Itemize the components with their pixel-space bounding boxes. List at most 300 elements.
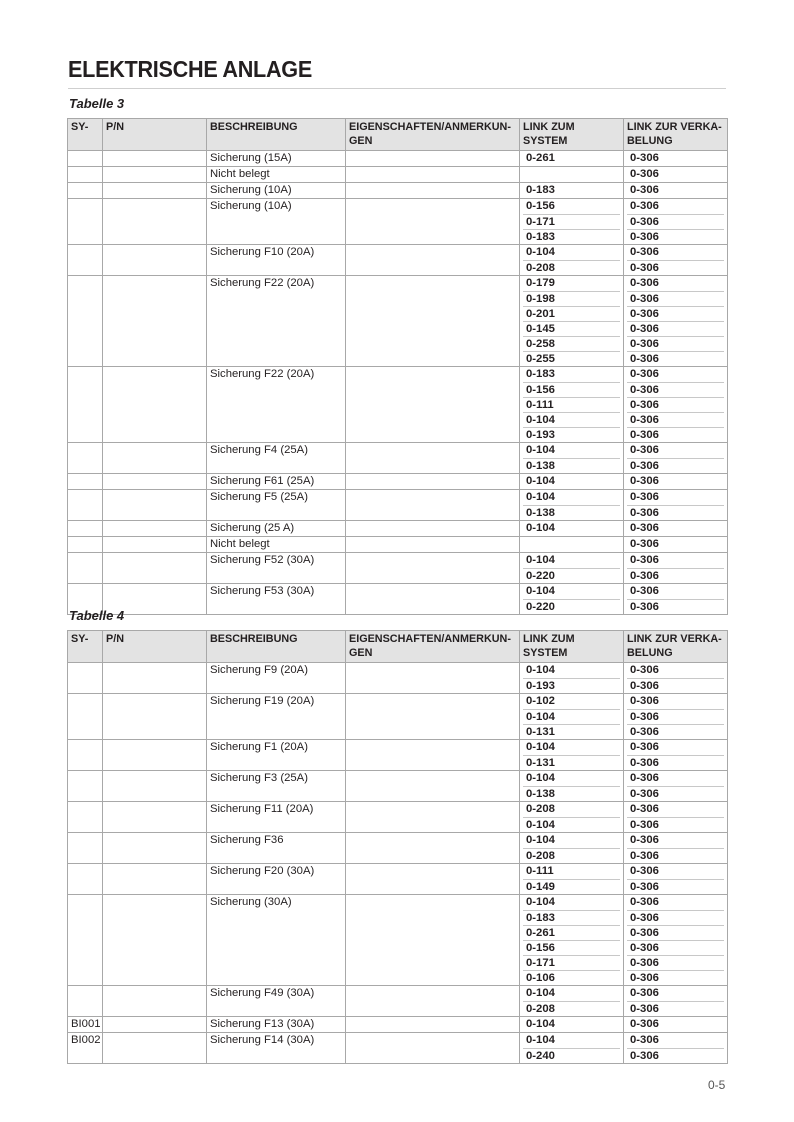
- wiring-link-cell: [624, 1017, 728, 1033]
- wiring-link-ref: 0-306: [627, 940, 724, 955]
- pn-cell: [103, 553, 207, 584]
- desc-cell: Sicherung F20 (30A): [207, 864, 346, 895]
- table-row: [68, 245, 728, 276]
- system-link-ref: 0-104: [526, 834, 555, 846]
- table-row: [68, 663, 728, 694]
- desc-cell: Sicherung F22 (20A): [207, 367, 346, 443]
- system-link-ref: 0-104: [526, 522, 555, 534]
- sy-cell: [68, 663, 103, 694]
- system-link-cell: [520, 151, 624, 167]
- table-row: [68, 986, 728, 1017]
- wiring-link-cell: [624, 553, 728, 584]
- system-link-ref: 0-171: [523, 955, 620, 970]
- column-header-sy: SY-: [68, 631, 103, 663]
- system-link-cell: [520, 367, 624, 443]
- props-cell: [346, 183, 520, 199]
- system-link-ref: 0-106: [523, 970, 620, 985]
- pn-cell: [103, 986, 207, 1017]
- system-link-ref: 0-193: [523, 678, 620, 693]
- wiring-link-ref: 0-306: [627, 678, 724, 693]
- wiring-link-cell: [624, 443, 728, 474]
- wiring-link-cell: [624, 199, 728, 245]
- table-header-row: [68, 119, 728, 151]
- system-link-ref: 0-104: [526, 741, 555, 753]
- system-link-ref: 0-261: [523, 925, 620, 940]
- sy-cell: [68, 443, 103, 474]
- wiring-link-ref: 0-306: [627, 291, 724, 306]
- props-cell: [346, 864, 520, 895]
- pn-cell: [103, 183, 207, 199]
- system-link-ref: 0-156: [526, 200, 555, 212]
- pn-cell: [103, 490, 207, 521]
- pn-cell: [103, 802, 207, 833]
- wiring-link-ref: 0-306: [630, 522, 659, 534]
- system-link-ref: 0-104: [523, 412, 620, 427]
- table-header-row: [68, 631, 728, 663]
- system-link-ref: 0-179: [526, 277, 555, 289]
- sy-cell: [68, 276, 103, 367]
- system-link-cell: [520, 443, 624, 474]
- wiring-link-ref: 0-306: [630, 246, 659, 258]
- system-link-cell: [520, 276, 624, 367]
- system-link-ref: 0-208: [523, 848, 620, 863]
- desc-cell: Sicherung (15A): [207, 151, 346, 167]
- system-link-cell: [520, 245, 624, 276]
- table-row: [68, 802, 728, 833]
- desc-cell: Sicherung F14 (30A): [207, 1033, 346, 1064]
- desc-cell: Sicherung F5 (25A): [207, 490, 346, 521]
- wiring-link-ref: 0-306: [630, 554, 659, 566]
- table-row: [68, 694, 728, 740]
- props-cell: [346, 443, 520, 474]
- system-link-ref: [523, 167, 620, 182]
- sy-cell: [68, 895, 103, 986]
- title-divider: [68, 88, 726, 89]
- desc-cell: Sicherung (25 A): [207, 521, 346, 537]
- wiring-link-cell: [624, 167, 728, 183]
- desc-cell: Nicht belegt: [207, 167, 346, 183]
- wiring-link-ref: 0-306: [630, 168, 659, 180]
- system-link-ref: 0-183: [526, 368, 555, 380]
- pn-cell: [103, 895, 207, 986]
- system-link-ref: 0-104: [526, 444, 555, 456]
- wiring-link-ref: 0-306: [627, 214, 724, 229]
- desc-cell: Sicherung F9 (20A): [207, 663, 346, 694]
- wiring-link-ref: 0-306: [627, 458, 724, 473]
- page-title: ELEKTRISCHE ANLAGE: [68, 56, 312, 82]
- pn-cell: [103, 1017, 207, 1033]
- system-link-cell: [520, 864, 624, 895]
- wiring-link-ref: 0-306: [630, 475, 659, 487]
- wiring-link-ref: 0-306: [627, 321, 724, 336]
- system-link-cell: [520, 833, 624, 864]
- system-link-ref: 0-156: [523, 940, 620, 955]
- wiring-link-ref: 0-306: [627, 427, 724, 442]
- wiring-link-cell: [624, 895, 728, 986]
- props-cell: [346, 490, 520, 521]
- sy-cell: [68, 521, 103, 537]
- table-row: [68, 151, 728, 167]
- column-header-system-link: LINK ZUM SYSTEM: [520, 119, 624, 151]
- props-cell: [346, 474, 520, 490]
- desc-cell: Sicherung F1 (20A): [207, 740, 346, 771]
- system-link-ref: [523, 537, 620, 552]
- system-link-cell: [520, 199, 624, 245]
- system-link-ref: 0-104: [526, 896, 555, 908]
- wiring-link-cell: [624, 276, 728, 367]
- props-cell: [346, 537, 520, 553]
- desc-cell: Sicherung F22 (20A): [207, 276, 346, 367]
- table-row: [68, 537, 728, 553]
- system-link-cell: [520, 474, 624, 490]
- wiring-link-ref: 0-306: [630, 491, 659, 503]
- table-row: [68, 864, 728, 895]
- wiring-link-ref: 0-306: [627, 955, 724, 970]
- column-header-properties: EIGENSCHAFTEN/ANMERKUN-GEN: [346, 119, 520, 151]
- wiring-link-ref: 0-306: [627, 755, 724, 770]
- props-cell: [346, 986, 520, 1017]
- wiring-link-ref: 0-306: [630, 695, 659, 707]
- wiring-link-ref: 0-306: [627, 910, 724, 925]
- wiring-link-ref: 0-306: [627, 351, 724, 366]
- system-link-ref: 0-131: [523, 724, 620, 739]
- wiring-link-cell: [624, 521, 728, 537]
- wiring-link-ref: 0-306: [630, 803, 659, 815]
- column-header-description: BESCHREIBUNG: [207, 119, 346, 151]
- system-link-cell: [520, 895, 624, 986]
- table-row: [68, 895, 728, 986]
- wiring-link-cell: [624, 537, 728, 553]
- system-link-cell: [520, 537, 624, 553]
- pn-cell: [103, 864, 207, 895]
- system-link-ref: 0-138: [523, 505, 620, 520]
- system-link-ref: 0-208: [523, 260, 620, 275]
- wiring-link-ref: 0-306: [630, 152, 659, 164]
- table-row: [68, 1017, 728, 1033]
- pn-cell: [103, 443, 207, 474]
- wiring-link-ref: 0-306: [627, 505, 724, 520]
- wiring-link-ref: 0-306: [627, 817, 724, 832]
- wiring-link-ref: 0-306: [627, 1001, 724, 1016]
- sy-cell: [68, 367, 103, 443]
- pn-cell: [103, 1033, 207, 1064]
- pn-cell: [103, 474, 207, 490]
- wiring-link-ref: 0-306: [627, 848, 724, 863]
- wiring-link-ref: 0-306: [630, 368, 659, 380]
- sy-cell: [68, 245, 103, 276]
- wiring-link-cell: [624, 490, 728, 521]
- table-caption: Tabelle 4: [69, 608, 125, 623]
- desc-cell: Sicherung F3 (25A): [207, 771, 346, 802]
- wiring-link-cell: [624, 771, 728, 802]
- system-link-cell: [520, 521, 624, 537]
- wiring-link-cell: [624, 245, 728, 276]
- system-link-cell: [520, 183, 624, 199]
- desc-cell: Sicherung F36: [207, 833, 346, 864]
- system-link-ref: 0-201: [523, 306, 620, 321]
- desc-cell: Sicherung F53 (30A): [207, 584, 346, 615]
- system-link-cell: [520, 986, 624, 1017]
- wiring-link-ref: 0-306: [630, 741, 659, 753]
- props-cell: [346, 553, 520, 584]
- wiring-link-ref: 0-306: [627, 412, 724, 427]
- pn-cell: [103, 663, 207, 694]
- system-link-ref: 0-156: [523, 382, 620, 397]
- system-link-ref: 0-104: [526, 475, 555, 487]
- system-link-cell: [520, 553, 624, 584]
- system-link-ref: 0-104: [526, 664, 555, 676]
- wiring-link-ref: 0-306: [627, 336, 724, 351]
- table-row: [68, 276, 728, 367]
- column-header-wiring-link: LINK ZUR VERKA-BELUNG: [624, 631, 728, 663]
- sy-cell: [68, 802, 103, 833]
- wiring-link-cell: [624, 663, 728, 694]
- system-link-cell: [520, 740, 624, 771]
- props-cell: [346, 663, 520, 694]
- sy-cell: [68, 553, 103, 584]
- system-link-cell: [520, 663, 624, 694]
- sy-cell: [68, 740, 103, 771]
- system-link-ref: 0-198: [523, 291, 620, 306]
- table-caption: Tabelle 3: [69, 96, 125, 111]
- wiring-link-ref: 0-306: [627, 260, 724, 275]
- system-link-ref: 0-261: [526, 152, 555, 164]
- sy-cell: [68, 986, 103, 1017]
- props-cell: [346, 740, 520, 771]
- sy-cell: [68, 537, 103, 553]
- wiring-link-ref: 0-306: [630, 834, 659, 846]
- table-row: [68, 474, 728, 490]
- system-link-ref: 0-183: [523, 910, 620, 925]
- system-link-cell: [520, 1017, 624, 1033]
- pn-cell: [103, 276, 207, 367]
- pn-cell: [103, 521, 207, 537]
- pn-cell: [103, 694, 207, 740]
- wiring-link-ref: 0-306: [627, 879, 724, 894]
- sy-cell: [68, 183, 103, 199]
- props-cell: [346, 245, 520, 276]
- desc-cell: Sicherung (30A): [207, 895, 346, 986]
- system-link-ref: 0-138: [523, 786, 620, 801]
- pn-cell: [103, 367, 207, 443]
- pn-cell: [103, 199, 207, 245]
- wiring-link-cell: [624, 833, 728, 864]
- wiring-link-ref: 0-306: [630, 538, 659, 550]
- sy-cell: [68, 474, 103, 490]
- wiring-link-ref: 0-306: [627, 599, 724, 614]
- desc-cell: Sicherung F19 (20A): [207, 694, 346, 740]
- sy-cell: [68, 151, 103, 167]
- wiring-link-ref: 0-306: [630, 444, 659, 456]
- wiring-link-cell: [624, 864, 728, 895]
- wiring-link-cell: [624, 1033, 728, 1064]
- desc-cell: Sicherung F13 (30A): [207, 1017, 346, 1033]
- wiring-link-cell: [624, 694, 728, 740]
- wiring-link-cell: [624, 151, 728, 167]
- column-header-pn: P/N: [103, 119, 207, 151]
- wiring-link-ref: 0-306: [630, 865, 659, 877]
- system-link-ref: 0-102: [526, 695, 555, 707]
- wiring-link-cell: [624, 802, 728, 833]
- table-row: [68, 1033, 728, 1064]
- system-link-ref: 0-138: [523, 458, 620, 473]
- wiring-link-ref: 0-306: [630, 277, 659, 289]
- props-cell: [346, 1017, 520, 1033]
- table-row: [68, 553, 728, 584]
- desc-cell: Sicherung F11 (20A): [207, 802, 346, 833]
- desc-cell: Sicherung F4 (25A): [207, 443, 346, 474]
- pn-cell: [103, 833, 207, 864]
- props-cell: [346, 802, 520, 833]
- system-link-cell: [520, 1033, 624, 1064]
- system-link-ref: 0-111: [526, 865, 554, 877]
- desc-cell: Nicht belegt: [207, 537, 346, 553]
- wiring-link-ref: 0-306: [627, 724, 724, 739]
- desc-cell: Sicherung (10A): [207, 183, 346, 199]
- props-cell: [346, 833, 520, 864]
- column-header-properties: EIGENSCHAFTEN/ANMERKUN-GEN: [346, 631, 520, 663]
- wiring-link-cell: [624, 183, 728, 199]
- pn-cell: [103, 167, 207, 183]
- system-link-ref: 0-104: [526, 987, 555, 999]
- system-link-ref: 0-131: [523, 755, 620, 770]
- system-link-cell: [520, 694, 624, 740]
- system-link-ref: 0-104: [526, 585, 555, 597]
- column-header-system-link: LINK ZUM SYSTEM: [520, 631, 624, 663]
- wiring-link-ref: 0-306: [627, 925, 724, 940]
- system-link-ref: 0-240: [523, 1048, 620, 1063]
- system-link-cell: [520, 167, 624, 183]
- system-link-ref: 0-183: [526, 184, 555, 196]
- column-header-sy: SY-: [68, 119, 103, 151]
- props-cell: [346, 694, 520, 740]
- fuse-table: [67, 118, 728, 615]
- props-cell: [346, 151, 520, 167]
- props-cell: [346, 1033, 520, 1064]
- wiring-link-cell: [624, 367, 728, 443]
- table-row: [68, 199, 728, 245]
- sy-cell: [68, 694, 103, 740]
- wiring-link-ref: 0-306: [630, 1018, 659, 1030]
- wiring-link-ref: 0-306: [627, 709, 724, 724]
- sy-cell: [68, 864, 103, 895]
- props-cell: [346, 771, 520, 802]
- sy-cell: [68, 771, 103, 802]
- props-cell: [346, 521, 520, 537]
- table-row: [68, 833, 728, 864]
- desc-cell: Sicherung F61 (25A): [207, 474, 346, 490]
- system-link-ref: 0-149: [523, 879, 620, 894]
- pn-cell: [103, 740, 207, 771]
- table-row: [68, 183, 728, 199]
- wiring-link-ref: 0-306: [630, 772, 659, 784]
- system-link-cell: [520, 584, 624, 615]
- system-link-ref: 0-104: [526, 1018, 555, 1030]
- system-link-ref: 0-104: [526, 1034, 555, 1046]
- props-cell: [346, 167, 520, 183]
- props-cell: [346, 276, 520, 367]
- system-link-cell: [520, 802, 624, 833]
- sy-cell: BI001: [68, 1017, 103, 1033]
- system-link-ref: 0-104: [526, 772, 555, 784]
- wiring-link-ref: 0-306: [627, 306, 724, 321]
- wiring-link-ref: 0-306: [627, 229, 724, 244]
- pn-cell: [103, 771, 207, 802]
- wiring-link-cell: [624, 986, 728, 1017]
- wiring-link-ref: 0-306: [630, 585, 659, 597]
- desc-cell: Sicherung (10A): [207, 199, 346, 245]
- table-row: [68, 167, 728, 183]
- system-link-ref: 0-104: [523, 709, 620, 724]
- props-cell: [346, 584, 520, 615]
- system-link-ref: 0-104: [526, 554, 555, 566]
- wiring-link-ref: 0-306: [627, 382, 724, 397]
- props-cell: [346, 895, 520, 986]
- page-number: 0-5: [708, 1078, 726, 1092]
- system-link-cell: [520, 771, 624, 802]
- table-row: [68, 771, 728, 802]
- system-link-ref: 0-104: [526, 491, 555, 503]
- table-row: [68, 521, 728, 537]
- desc-cell: Sicherung F49 (30A): [207, 986, 346, 1017]
- wiring-link-ref: 0-306: [630, 200, 659, 212]
- system-link-ref: 0-220: [523, 568, 620, 583]
- system-link-ref: 0-208: [526, 803, 555, 815]
- table-row: [68, 443, 728, 474]
- fuse-table: [67, 630, 728, 1064]
- wiring-link-ref: 0-306: [630, 1034, 659, 1046]
- wiring-link-ref: 0-306: [630, 896, 659, 908]
- desc-cell: Sicherung F10 (20A): [207, 245, 346, 276]
- wiring-link-ref: 0-306: [627, 397, 724, 412]
- wiring-link-cell: [624, 740, 728, 771]
- table-row: [68, 367, 728, 443]
- system-link-ref: 0-104: [526, 246, 555, 258]
- sy-cell: [68, 167, 103, 183]
- system-link-ref: 0-104: [523, 817, 620, 832]
- sy-cell: [68, 833, 103, 864]
- wiring-link-ref: 0-306: [630, 184, 659, 196]
- wiring-link-cell: [624, 584, 728, 615]
- sy-cell: [68, 199, 103, 245]
- pn-cell: [103, 151, 207, 167]
- system-link-ref: 0-111: [523, 397, 620, 412]
- system-link-ref: 0-183: [523, 229, 620, 244]
- props-cell: [346, 367, 520, 443]
- system-link-ref: 0-145: [523, 321, 620, 336]
- system-link-cell: [520, 490, 624, 521]
- props-cell: [346, 199, 520, 245]
- sy-cell: BI002: [68, 1033, 103, 1064]
- desc-cell: Sicherung F52 (30A): [207, 553, 346, 584]
- wiring-link-cell: [624, 474, 728, 490]
- wiring-link-ref: 0-306: [627, 786, 724, 801]
- table-row: [68, 740, 728, 771]
- wiring-link-ref: 0-306: [627, 1048, 724, 1063]
- system-link-ref: 0-208: [523, 1001, 620, 1016]
- system-link-ref: 0-171: [523, 214, 620, 229]
- column-header-wiring-link: LINK ZUR VERKA-BELUNG: [624, 119, 728, 151]
- table-row: [68, 584, 728, 615]
- system-link-ref: 0-258: [523, 336, 620, 351]
- column-header-description: BESCHREIBUNG: [207, 631, 346, 663]
- table-row: [68, 490, 728, 521]
- wiring-link-ref: 0-306: [630, 987, 659, 999]
- wiring-link-ref: 0-306: [630, 664, 659, 676]
- wiring-link-ref: 0-306: [627, 568, 724, 583]
- system-link-ref: 0-255: [523, 351, 620, 366]
- wiring-link-ref: 0-306: [627, 970, 724, 985]
